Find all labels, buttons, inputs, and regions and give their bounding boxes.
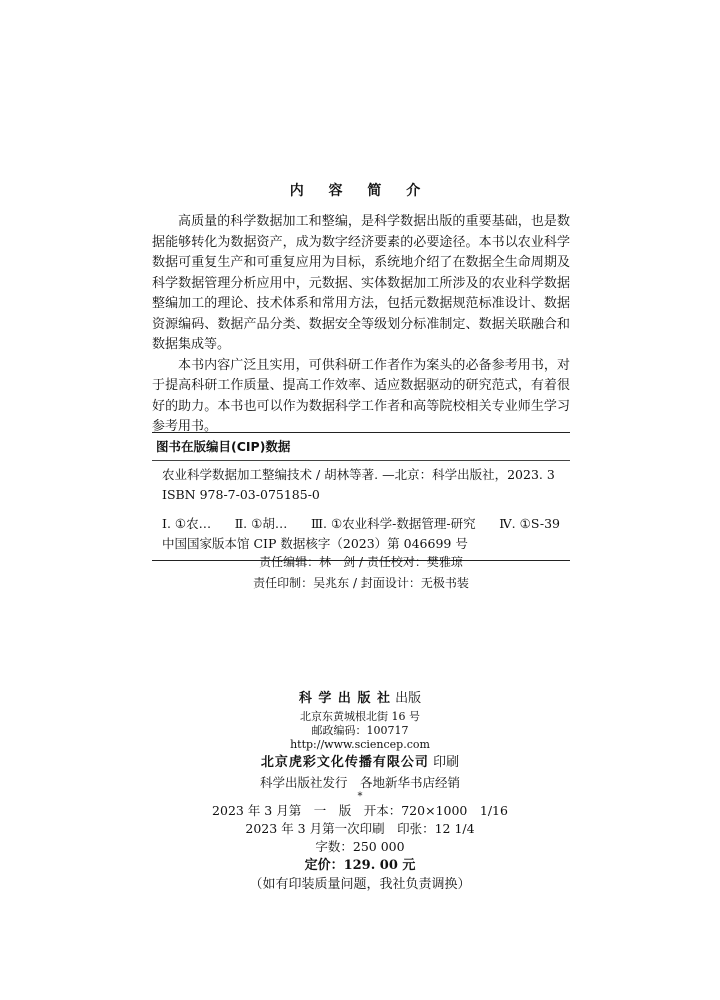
- credits-editors: 责任编辑：林 剑 / 责任校对：樊雅琼: [259, 555, 463, 569]
- price: 定价：129. 00 元: [304, 858, 416, 873]
- cip-block: [152, 432, 570, 561]
- cip-number: 中国国家版本馆 CIP 数据核字（2023）第 046699 号: [162, 536, 468, 551]
- printer-name: 北京虎彩文化传播有限公司: [260, 755, 429, 770]
- publisher-address: 北京东黄城根北街 16 号: [300, 710, 420, 723]
- credits-production: 责任印制：吴兆东 / 封面设计：无极书装: [253, 576, 469, 590]
- cip-class-item: Ⅰ. ①农…: [162, 516, 212, 531]
- edition-line: 2023 年 3 月第 一 版 开本：720×1000 1/16: [212, 803, 508, 818]
- publisher-url: http://www.sciencep.com: [290, 738, 430, 751]
- cip-heading: 图书在版编目(CIP)数据: [152, 433, 570, 461]
- publisher-postcode: 邮政编码：100717: [311, 724, 409, 737]
- cip-class-item: Ⅱ. ①胡…: [234, 516, 288, 531]
- imprint: [0, 688, 720, 895]
- publisher-name: 科 学 出 版 社: [298, 691, 391, 706]
- cip-classification: [152, 514, 570, 534]
- quality-notice: （如有印装质量问题，我社负责调换）: [249, 877, 471, 892]
- distribution-line: 科学出版社发行 各地新华书店经销: [259, 775, 460, 790]
- summary-paragraph: 高质量的科学数据加工和整编，是科学数据出版的重要基础，也是数据能够转化为数据资产，成为数字经济要素的必要途径。本书以农业科学数据可重复生产和可重复应用为目标，系统地介绍了在数据全生命周期及科学数据管理分析应用中，元数据、实体数据加工所涉及的农业科学数据整编加工的理论、技术体系和常用方法，包括元数据规范标准设计、数据资源编码、数据产品分类、数据安全等级划分标准制定、数据关联融合和数据集成等。: [152, 214, 570, 352]
- cip-class-item: Ⅳ. ①S-39: [499, 516, 560, 531]
- word-count: 字数：250 000: [315, 839, 405, 854]
- summary-paragraph: 本书内容广泛且实用，可供科研工作者作为案头的必备参考用书，对于提高科研工作质量、提高工作效率、适应数据驱动的研究范式，有着很好的助力。本书也可以作为数据科学工作者和高等院校相关专业师生学习参考用书。: [152, 357, 570, 434]
- summary-body: [152, 212, 570, 438]
- publisher-line: [0, 688, 720, 710]
- cip-isbn: ISBN 978-7-03-075185-0: [162, 487, 320, 502]
- cip-book-line: 农业科学数据加工整编技术 / 胡林等著. —北京：科学出版社，2023. 3: [162, 467, 555, 482]
- credits: [152, 552, 570, 594]
- publisher-suffix: 出版: [390, 691, 422, 706]
- separator-star: *: [357, 791, 363, 802]
- summary-title: 内 容 简 介: [289, 183, 431, 199]
- printer-line: [0, 752, 720, 774]
- cip-class-item: Ⅲ. ①农业科学-数据管理-研究: [310, 516, 476, 531]
- printing-line: 2023 年 3 月第一次印刷 印张：12 1/4: [245, 821, 475, 836]
- printer-suffix: 印刷: [428, 755, 460, 770]
